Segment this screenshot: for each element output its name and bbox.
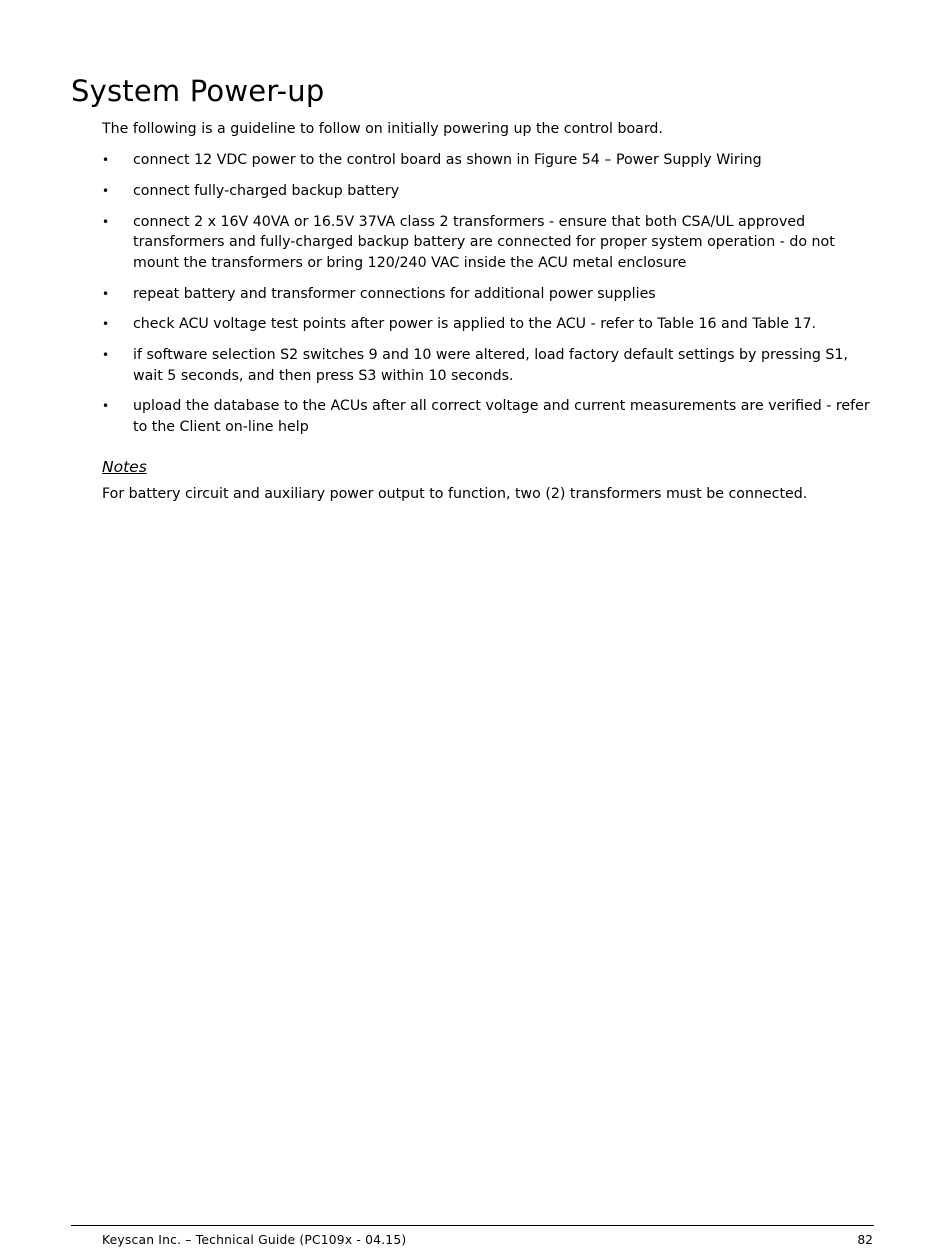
notes-heading: Notes [102,458,147,476]
bullet-icon: • [102,153,110,167]
list-item [102,212,882,274]
footer-divider [71,1225,874,1226]
list-item-text: check ACU voltage test points after power is applied to the ACU - refer to Table 16 and Table 17. [133,316,816,333]
notes-paragraph: For battery circuit and auxiliary power output to function, two (2) transformers must be connected. [102,486,808,502]
bullet-icon: • [102,286,110,301]
list-item [102,345,882,386]
bullet-icon: • [102,183,110,198]
list-item-text: connect 2 x 16V 40VA or 16.5V 37VA class 2 transformers - ensure that both CSA/UL approved transformers and fully-charged backup battery are connected for proper system operation - do not mount the transformers or bring 120/240 VAC inside the ACU metal enclosure [133,213,835,271]
bullet-icon: • [102,348,110,363]
bullet-icon: • [102,214,110,229]
list-item [102,284,882,305]
bullet-icon: • [102,317,110,332]
list-item-text: connect 12 VDC power to the control board as shown in Figure 54 – Power Supply Wiring [133,152,762,168]
list-item-text: connect fully-charged backup battery [133,182,400,199]
power-up-steps-list [102,150,882,448]
intro-paragraph: The following is a guideline to follow on initially powering up the control board. [102,121,663,137]
list-item [102,181,882,202]
bullet-icon: • [102,399,110,414]
list-item [102,150,882,171]
footer-document-title: Keyscan Inc. – Technical Guide (PC109x - 04.15) [102,1233,407,1247]
page-number: 82 [857,1233,873,1247]
list-item-text: repeat battery and transformer connections for additional power supplies [133,285,656,302]
list-item-text: upload the database to the ACUs after all correct voltage and current measurements are verified - refer to the Client on-line help [133,398,870,436]
list-item [102,396,882,437]
list-item-text: if software selection S2 switches 9 and 10 were altered, load factory default settings by pressing S1, wait 5 seconds, and then press S3 within 10 seconds. [133,347,848,384]
page-title: System Power-up [71,74,325,108]
list-item [102,314,882,335]
